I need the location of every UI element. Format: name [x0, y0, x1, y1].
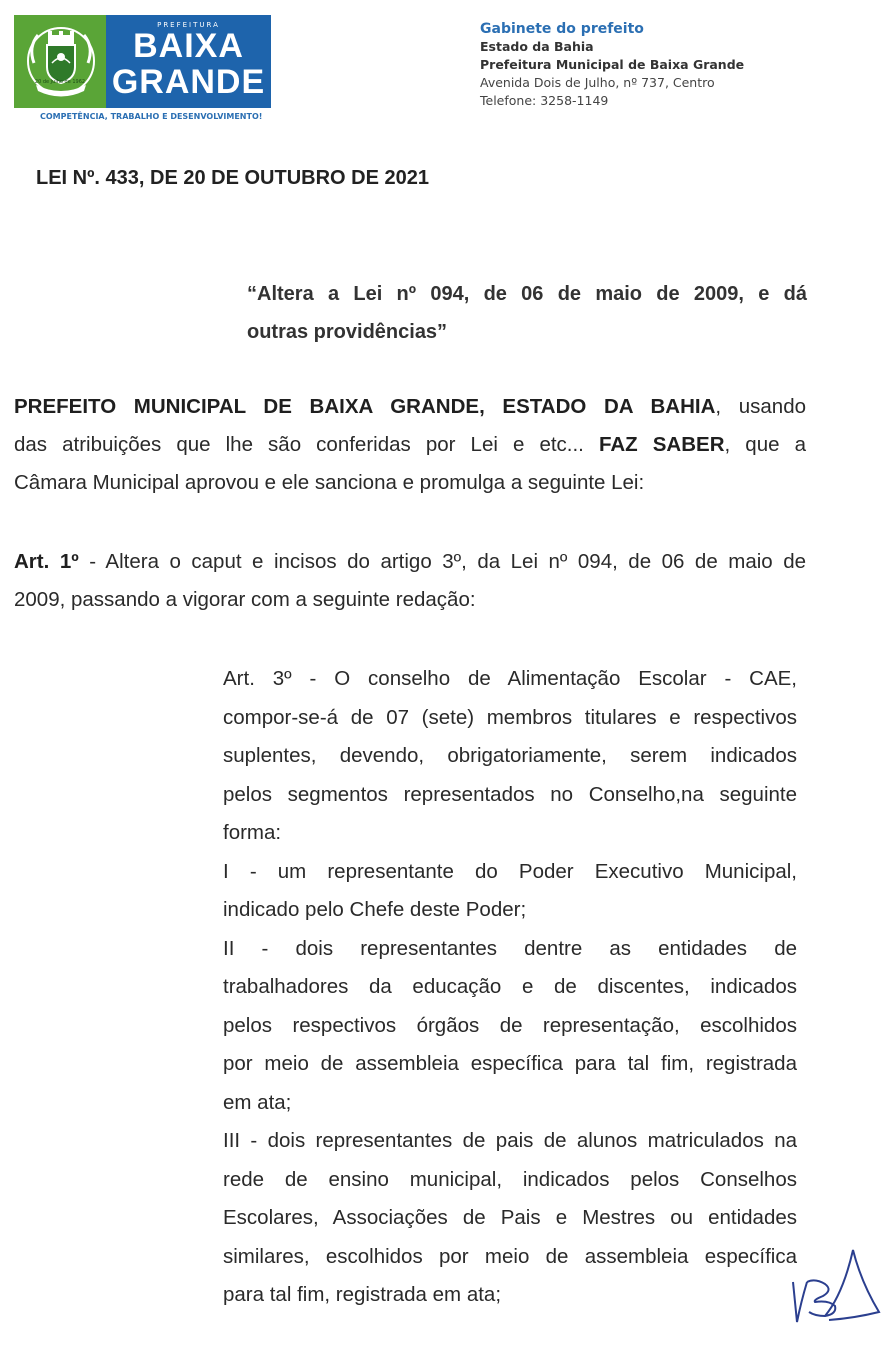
preamble-paragraph: [14, 388, 806, 502]
inciso-3-line: rede de ensino municipal, indicados pelos Conselhos: [223, 1167, 797, 1191]
inciso-2-line: trabalhadores da educação e de discentes, indicados: [223, 975, 797, 998]
phone: Telefone: 3258-1149: [480, 93, 609, 108]
preamble-text-4: Câmara Municipal aprovou e ele sanciona e promulga a seguinte Lei:: [14, 471, 645, 494]
inciso-1-line: I - um representante do Poder Executivo Municipal,: [223, 859, 797, 883]
article-1: [14, 543, 806, 619]
ementa-line-2: outras providências”: [247, 321, 448, 343]
art1-line-1: - Altera o caput e incisos do artigo 3º, da Lei nº 094, de 06 de maio de: [78, 550, 806, 573]
inciso-2-line: por meio de assembleia específica para tal fim, registrada: [223, 1052, 797, 1075]
inciso-2-line: II - dois representantes dentre as entidades de: [223, 936, 797, 960]
art1-label: Art. 1º: [14, 550, 79, 573]
inciso-3-line: similares, escolhidos por meio de assembleia específica: [223, 1244, 797, 1268]
preamble-text-2: das atribuições que lhe são conferidas por Lei e etc...: [14, 433, 599, 456]
art3-line: pelos segmentos representados no Conselho,na seguinte: [223, 782, 797, 806]
contact-block: [480, 20, 744, 110]
office-name: Gabinete do prefeito: [480, 21, 644, 37]
inciso-3-line: Escolares, Associações de Pais e Mestres ou entidades: [223, 1206, 797, 1229]
logo-slogan: COMPETÊNCIA, TRABALHO E DESENVOLVIMENTO!: [40, 112, 263, 121]
prefecture-name: Prefeitura Municipal de Baixa Grande: [480, 57, 745, 72]
inciso-2-line: pelos respectivos órgãos de representação, escolhidos: [223, 1013, 797, 1037]
state-name: Estado da Bahia: [480, 39, 594, 54]
signature-initials-icon: [785, 1242, 885, 1330]
ementa-line-1: “Altera a Lei nº 094, de 06 de maio de 2009, e dá: [247, 283, 807, 305]
inciso-1-line: indicado pelo Chefe deste Poder;: [223, 898, 527, 921]
art1-line-2: 2009, passando a vigorar com a seguinte redação:: [14, 588, 476, 611]
logo-baixa-text: BAIXA: [133, 27, 244, 65]
law-ementa: [247, 275, 807, 351]
inciso-2-line: em ata;: [223, 1090, 292, 1114]
art3-line: forma:: [223, 821, 282, 844]
logo-grande-text: GRANDE: [111, 63, 266, 101]
faz-saber: FAZ SABER: [598, 433, 725, 456]
prefecture-logo: [14, 15, 271, 120]
preamble-text-3: , que a: [724, 433, 806, 456]
art3-line: Art. 3º - O conselho de Alimentação Escolar - CAE,: [223, 667, 797, 690]
address: Avenida Dois de Julho, nº 737, Centro: [480, 75, 715, 90]
inciso-3-line: III - dois representantes de pais de alunos matriculados na: [223, 1129, 797, 1152]
art3-line: compor-se-á de 07 (sete) membros titulares e respectivos: [223, 705, 797, 729]
logo-prefeitura-text: PREFEITURA: [157, 21, 220, 29]
art3-line: suplentes, devendo, obrigatoriamente, serem indicados: [223, 744, 797, 767]
logo-wordmark-panel: [106, 15, 271, 108]
inciso-3-line: para tal fim, registrada em ata;: [223, 1283, 502, 1306]
preamble-lead: PREFEITO MUNICIPAL DE BAIXA GRANDE, ESTADO DA BAHIA: [14, 395, 716, 418]
coat-of-arms-icon: [24, 23, 98, 101]
preamble-text-1: , usando: [715, 395, 806, 418]
law-title: LEI Nº. 433, DE 20 DE OUTUBRO DE 2021: [36, 167, 429, 189]
logo-crest-panel: [14, 15, 106, 108]
quoted-article-3: [223, 660, 797, 1315]
crest-ribbon-text: 20 de Julho de 1962: [34, 79, 86, 85]
